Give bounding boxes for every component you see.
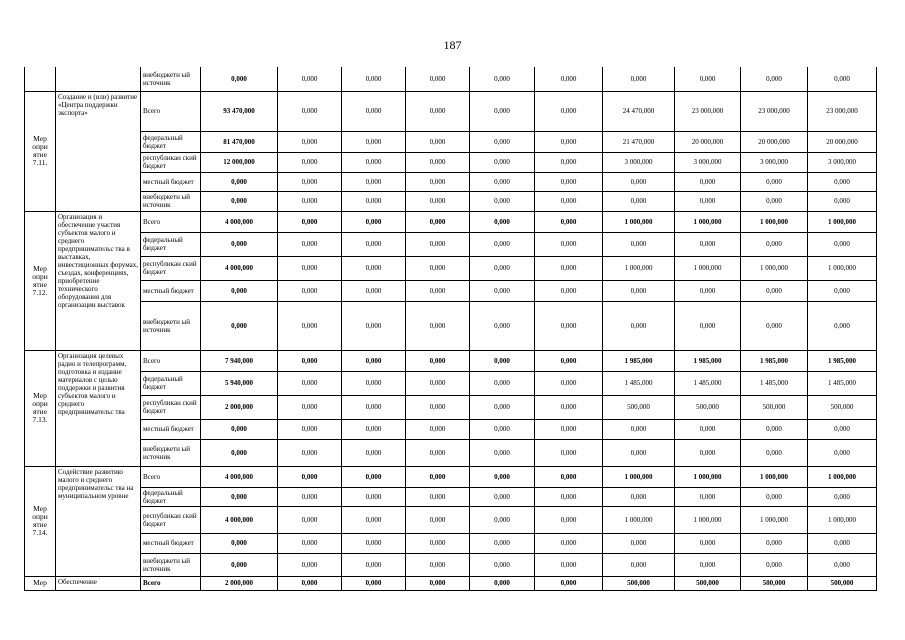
value-cell: 0,000 [808, 533, 877, 553]
value-cell: 0,000 [406, 91, 470, 131]
value-cell: 0,000 [603, 487, 675, 506]
value-cell: 0,000 [535, 576, 603, 590]
source-cell: внебюджетн ый источник [141, 67, 201, 91]
value-cell: 0,000 [278, 67, 342, 91]
value-cell: 0,000 [675, 280, 741, 301]
value-cell: 0,000 [278, 152, 342, 172]
value-cell: 5 940,000 [201, 371, 278, 395]
table-row [25, 350, 877, 371]
value-cell: 0,000 [406, 256, 470, 280]
value-cell: 0,000 [470, 152, 535, 172]
table-row [25, 301, 877, 350]
value-cell: 0,000 [342, 419, 406, 439]
table-row [25, 211, 877, 232]
value-cell: 0,000 [535, 91, 603, 131]
value-cell: 0,000 [278, 256, 342, 280]
value-cell: 0,000 [808, 172, 877, 191]
value-cell: 0,000 [201, 487, 278, 506]
value-cell: 1 000,000 [808, 466, 877, 487]
value-cell: 500,000 [808, 395, 877, 419]
value-cell: 0,000 [342, 350, 406, 371]
value-cell: 1 000,000 [603, 211, 675, 232]
value-cell: 0,000 [201, 280, 278, 301]
value-cell: 1 000,000 [741, 466, 808, 487]
source-cell: федеральный бюджет [141, 232, 201, 256]
value-cell: 0,000 [278, 576, 342, 590]
source-cell: Всего [141, 350, 201, 371]
value-cell: 0,000 [406, 232, 470, 256]
value-cell: 0,000 [470, 256, 535, 280]
value-cell: 0,000 [342, 172, 406, 191]
value-cell: 0,000 [535, 67, 603, 91]
value-cell: 0,000 [406, 576, 470, 590]
value-cell: 1 985,000 [603, 350, 675, 371]
value-cell: 0,000 [342, 152, 406, 172]
value-cell: 23 000,000 [741, 91, 808, 131]
value-cell: 0,000 [278, 506, 342, 533]
table-row [25, 191, 877, 211]
value-cell: 20 000,000 [741, 131, 808, 152]
value-cell: 1 000,000 [603, 256, 675, 280]
value-cell: 0,000 [470, 419, 535, 439]
value-cell: 0,000 [342, 439, 406, 466]
value-cell: 0,000 [535, 553, 603, 576]
value-cell: 1 485,000 [675, 371, 741, 395]
value-cell: 0,000 [741, 533, 808, 553]
value-cell: 0,000 [278, 395, 342, 419]
table-row [25, 439, 877, 466]
value-cell: 0,000 [470, 172, 535, 191]
value-cell: 0,000 [603, 67, 675, 91]
value-cell: 0,000 [406, 553, 470, 576]
source-cell: республикан ский бюджет [141, 395, 201, 419]
source-cell: местный бюджет [141, 172, 201, 191]
source-cell: Всего [141, 576, 201, 590]
source-cell: местный бюджет [141, 419, 201, 439]
value-cell: 0,000 [342, 371, 406, 395]
table-row [25, 553, 877, 576]
source-cell: республикан ский бюджет [141, 152, 201, 172]
value-cell: 1 000,000 [603, 466, 675, 487]
value-cell: 0,000 [278, 131, 342, 152]
value-cell: 20 000,000 [675, 131, 741, 152]
value-cell: 0,000 [741, 487, 808, 506]
value-cell: 0,000 [675, 487, 741, 506]
value-cell: 0,000 [603, 232, 675, 256]
value-cell: 0,000 [470, 91, 535, 131]
value-cell: 0,000 [470, 350, 535, 371]
value-cell: 1 485,000 [741, 371, 808, 395]
value-cell: 24 470,000 [603, 91, 675, 131]
activity-code: Мер опри ятие 7.11. [25, 91, 56, 211]
source-cell: Всего [141, 211, 201, 232]
value-cell: 0,000 [278, 280, 342, 301]
value-cell: 500,000 [741, 395, 808, 419]
value-cell: 0,000 [201, 301, 278, 350]
table-row [25, 506, 877, 533]
value-cell: 0,000 [201, 533, 278, 553]
activity-name: Организация и обеспечение участия субъектов малого и среднего предпринимательс тва в выставках, инвестиционных форумах, съездах, конференциях, приобретение технического оборудования для организации выставок [56, 211, 141, 350]
value-cell: 23 000,000 [808, 91, 877, 131]
value-cell: 0,000 [342, 91, 406, 131]
table-row [25, 395, 877, 419]
value-cell: 1 000,000 [675, 256, 741, 280]
source-cell: республикан ский бюджет [141, 256, 201, 280]
value-cell: 0,000 [406, 419, 470, 439]
value-cell: 3 000,000 [741, 152, 808, 172]
value-cell: 0,000 [278, 232, 342, 256]
value-cell: 0,000 [406, 67, 470, 91]
value-cell: 1 000,000 [808, 506, 877, 533]
source-cell: внебюджетн ый источник [141, 553, 201, 576]
table-row [25, 67, 877, 91]
value-cell: 0,000 [535, 419, 603, 439]
source-cell: федеральный бюджет [141, 371, 201, 395]
value-cell: 0,000 [535, 506, 603, 533]
value-cell: 0,000 [470, 533, 535, 553]
value-cell: 0,000 [535, 211, 603, 232]
value-cell: 0,000 [470, 280, 535, 301]
value-cell: 0,000 [278, 466, 342, 487]
value-cell: 4 000,000 [201, 211, 278, 232]
value-cell: 3 000,000 [603, 152, 675, 172]
value-cell: 0,000 [470, 487, 535, 506]
value-cell: 1 000,000 [808, 211, 877, 232]
value-cell: 0,000 [741, 191, 808, 211]
value-cell: 0,000 [342, 67, 406, 91]
source-cell: Всего [141, 91, 201, 131]
activity-name: Обеспечение [56, 576, 141, 590]
value-cell: 0,000 [278, 419, 342, 439]
table-row [25, 419, 877, 439]
value-cell: 0,000 [278, 487, 342, 506]
value-cell: 0,000 [603, 301, 675, 350]
value-cell: 0,000 [278, 91, 342, 131]
value-cell: 0,000 [342, 553, 406, 576]
value-cell: 0,000 [406, 350, 470, 371]
activity-code: Мер [25, 576, 56, 590]
budget-table [24, 67, 877, 591]
value-cell: 2 000,000 [201, 395, 278, 419]
value-cell: 0,000 [535, 487, 603, 506]
value-cell: 0,000 [675, 439, 741, 466]
value-cell: 0,000 [741, 232, 808, 256]
activity-code: Мер опри ятие 7.14. [25, 466, 56, 576]
value-cell: 2 000,000 [201, 576, 278, 590]
value-cell: 0,000 [535, 466, 603, 487]
value-cell: 0,000 [535, 395, 603, 419]
value-cell: 0,000 [675, 67, 741, 91]
value-cell: 0,000 [470, 395, 535, 419]
value-cell: 0,000 [342, 487, 406, 506]
table-row [25, 466, 877, 487]
value-cell: 0,000 [470, 553, 535, 576]
value-cell: 0,000 [470, 506, 535, 533]
code-cell [25, 67, 56, 91]
value-cell: 0,000 [808, 280, 877, 301]
value-cell: 0,000 [535, 350, 603, 371]
value-cell: 0,000 [201, 172, 278, 191]
value-cell: 0,000 [808, 67, 877, 91]
value-cell: 0,000 [406, 191, 470, 211]
value-cell: 0,000 [535, 533, 603, 553]
value-cell: 0,000 [535, 439, 603, 466]
table-row [25, 487, 877, 506]
value-cell: 1 000,000 [675, 466, 741, 487]
value-cell: 1 000,000 [741, 211, 808, 232]
value-cell: 0,000 [406, 533, 470, 553]
value-cell: 0,000 [470, 301, 535, 350]
value-cell: 23 000,000 [675, 91, 741, 131]
table-row [25, 172, 877, 191]
value-cell: 20 000,000 [808, 131, 877, 152]
value-cell: 0,000 [741, 301, 808, 350]
value-cell: 0,000 [406, 487, 470, 506]
value-cell: 1 985,000 [675, 350, 741, 371]
value-cell: 1 000,000 [741, 256, 808, 280]
table-row [25, 91, 877, 131]
value-cell: 0,000 [342, 211, 406, 232]
value-cell: 0,000 [342, 506, 406, 533]
value-cell: 0,000 [342, 131, 406, 152]
source-cell: местный бюджет [141, 533, 201, 553]
source-cell: Всего [141, 466, 201, 487]
table-body [25, 67, 877, 590]
value-cell: 0,000 [470, 191, 535, 211]
table-row [25, 280, 877, 301]
value-cell: 0,000 [470, 67, 535, 91]
activity-code: Мер опри ятие 7.13. [25, 350, 56, 466]
value-cell: 1 485,000 [603, 371, 675, 395]
table-row [25, 576, 877, 590]
value-cell: 0,000 [406, 172, 470, 191]
value-cell: 0,000 [278, 439, 342, 466]
value-cell: 0,000 [808, 301, 877, 350]
value-cell: 0,000 [675, 533, 741, 553]
value-cell: 0,000 [470, 131, 535, 152]
value-cell: 0,000 [406, 395, 470, 419]
value-cell: 0,000 [406, 280, 470, 301]
value-cell: 0,000 [406, 301, 470, 350]
value-cell: 0,000 [808, 419, 877, 439]
value-cell: 0,000 [535, 191, 603, 211]
value-cell: 0,000 [808, 232, 877, 256]
value-cell: 0,000 [535, 131, 603, 152]
value-cell: 81 470,000 [201, 131, 278, 152]
value-cell: 500,000 [675, 395, 741, 419]
value-cell: 500,000 [808, 576, 877, 590]
value-cell: 0,000 [342, 466, 406, 487]
source-cell: внебюджетн ый источник [141, 301, 201, 350]
value-cell: 12 000,000 [201, 152, 278, 172]
value-cell: 0,000 [278, 172, 342, 191]
value-cell: 0,000 [675, 553, 741, 576]
value-cell: 1 000,000 [741, 506, 808, 533]
value-cell: 0,000 [278, 211, 342, 232]
value-cell: 0,000 [201, 419, 278, 439]
value-cell: 0,000 [342, 191, 406, 211]
table-row [25, 256, 877, 280]
value-cell: 0,000 [675, 172, 741, 191]
value-cell: 0,000 [278, 350, 342, 371]
value-cell: 0,000 [470, 371, 535, 395]
value-cell: 0,000 [808, 439, 877, 466]
value-cell: 0,000 [470, 232, 535, 256]
value-cell: 0,000 [406, 152, 470, 172]
value-cell: 0,000 [406, 211, 470, 232]
value-cell: 500,000 [741, 576, 808, 590]
value-cell: 0,000 [406, 131, 470, 152]
source-cell: федеральный бюджет [141, 487, 201, 506]
value-cell: 4 000,000 [201, 466, 278, 487]
value-cell: 0,000 [603, 419, 675, 439]
source-cell: местный бюджет [141, 280, 201, 301]
table-row [25, 152, 877, 172]
table-row [25, 371, 877, 395]
activity-code: Мер опри ятие 7.12. [25, 211, 56, 350]
value-cell: 0,000 [201, 232, 278, 256]
value-cell: 0,000 [278, 553, 342, 576]
value-cell: 0,000 [406, 439, 470, 466]
source-cell: федеральный бюджет [141, 131, 201, 152]
value-cell: 0,000 [342, 256, 406, 280]
value-cell: 0,000 [675, 191, 741, 211]
activity-name: Создание и (или) развитие «Центра поддержки экспорта» [56, 91, 141, 211]
value-cell: 0,000 [535, 256, 603, 280]
value-cell: 0,000 [201, 191, 278, 211]
table-row [25, 131, 877, 152]
value-cell: 21 470,000 [603, 131, 675, 152]
value-cell: 0,000 [201, 439, 278, 466]
value-cell: 93 470,000 [201, 91, 278, 131]
value-cell: 0,000 [278, 301, 342, 350]
value-cell: 0,000 [342, 395, 406, 419]
value-cell: 0,000 [470, 211, 535, 232]
value-cell: 0,000 [470, 439, 535, 466]
value-cell: 0,000 [741, 553, 808, 576]
source-cell: республикан ский бюджет [141, 506, 201, 533]
value-cell: 0,000 [535, 172, 603, 191]
value-cell: 3 000,000 [808, 152, 877, 172]
name-cell [56, 67, 141, 91]
value-cell: 0,000 [741, 67, 808, 91]
value-cell: 1 485,000 [808, 371, 877, 395]
value-cell: 0,000 [603, 280, 675, 301]
activity-name: Организация целевых радио и телепрограмм, подготовка и издание материалов с целью поддержки и развития субъектов малого и среднего предпринимательс тва [56, 350, 141, 466]
value-cell: 4 000,000 [201, 256, 278, 280]
value-cell: 0,000 [603, 172, 675, 191]
value-cell: 4 000,000 [201, 506, 278, 533]
value-cell: 0,000 [278, 191, 342, 211]
value-cell: 0,000 [342, 232, 406, 256]
value-cell: 1 985,000 [741, 350, 808, 371]
value-cell: 0,000 [535, 232, 603, 256]
value-cell: 0,000 [808, 553, 877, 576]
value-cell: 1 000,000 [808, 256, 877, 280]
value-cell: 0,000 [741, 439, 808, 466]
value-cell: 0,000 [470, 576, 535, 590]
source-cell: внебюджетн ый источник [141, 191, 201, 211]
value-cell: 0,000 [741, 280, 808, 301]
value-cell: 0,000 [741, 419, 808, 439]
value-cell: 0,000 [342, 280, 406, 301]
value-cell: 0,000 [808, 191, 877, 211]
value-cell: 0,000 [603, 191, 675, 211]
value-cell: 1 000,000 [675, 506, 741, 533]
value-cell: 0,000 [675, 419, 741, 439]
value-cell: 0,000 [603, 533, 675, 553]
value-cell: 0,000 [201, 553, 278, 576]
source-cell: внебюджетн ый источник [141, 439, 201, 466]
value-cell: 0,000 [342, 533, 406, 553]
value-cell: 0,000 [675, 301, 741, 350]
table-row [25, 533, 877, 553]
value-cell: 0,000 [406, 466, 470, 487]
value-cell: 0,000 [342, 576, 406, 590]
value-cell: 0,000 [406, 506, 470, 533]
value-cell: 0,000 [278, 533, 342, 553]
value-cell: 0,000 [675, 232, 741, 256]
page-number: 187 [443, 38, 462, 52]
value-cell: 0,000 [741, 172, 808, 191]
value-cell: 500,000 [603, 395, 675, 419]
value-cell: 7 940,000 [201, 350, 278, 371]
value-cell: 0,000 [342, 301, 406, 350]
value-cell: 0,000 [201, 67, 278, 91]
value-cell: 0,000 [535, 280, 603, 301]
value-cell: 0,000 [278, 371, 342, 395]
value-cell: 0,000 [470, 466, 535, 487]
activity-name: Содействие развитию малого и среднего предпринимательс тва на муниципальном уровне [56, 466, 141, 576]
value-cell: 0,000 [535, 301, 603, 350]
value-cell: 0,000 [535, 152, 603, 172]
value-cell: 0,000 [808, 487, 877, 506]
value-cell: 500,000 [675, 576, 741, 590]
value-cell: 1 000,000 [675, 211, 741, 232]
value-cell: 500,000 [603, 576, 675, 590]
table-row [25, 232, 877, 256]
value-cell: 1 000,000 [603, 506, 675, 533]
value-cell: 0,000 [535, 371, 603, 395]
value-cell: 1 985,000 [808, 350, 877, 371]
value-cell: 0,000 [603, 439, 675, 466]
value-cell: 0,000 [603, 553, 675, 576]
value-cell: 3 000,000 [675, 152, 741, 172]
value-cell: 0,000 [406, 371, 470, 395]
